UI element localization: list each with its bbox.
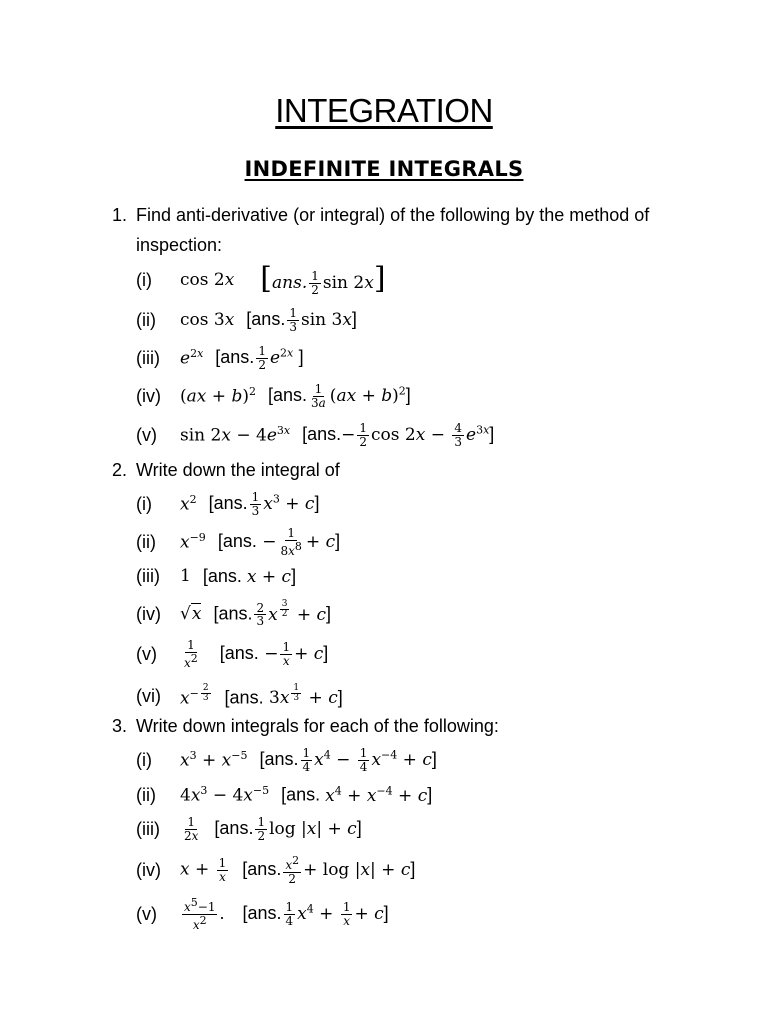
item-label: (v) (136, 424, 157, 445)
problem-expression: (ax + b)$^2$ (180, 385, 256, 407)
q2-item-5 (136, 636, 328, 672)
problem-expression: $x^3 + x^{-5}$ (180, 749, 248, 771)
problem-expression: cos 2x (180, 270, 235, 290)
answer: [ans. $\frac{2}{3}$ x $^{\frac{3}{2}}$ + c] (213, 599, 332, 629)
answer: [ans. − $\frac{1}{8x^8}$ + c] (217, 525, 341, 558)
item-label: (i) (136, 493, 152, 514)
q1-item-4 (136, 378, 411, 414)
q3-item-4 (136, 852, 415, 888)
q3-item-5 (136, 896, 389, 932)
problem-expression: $\sin 2x - 4e^{3x}$ (180, 424, 291, 446)
item-label: (ii) (136, 309, 156, 330)
q1-item-2 (136, 302, 357, 338)
item-label: (i) (136, 269, 152, 290)
answer: [ans. $\frac{1}{2}$ $e^{2x}$ ] (215, 343, 304, 372)
problem-expression: cos 3x (180, 310, 235, 330)
q3-item-3 (136, 811, 362, 847)
problem-expression: $\frac{x^5-1}{x^2}$ . (184, 895, 225, 932)
answer: [ans. $\frac{1}{2}$ sin 2x] (260, 260, 386, 297)
item-label: (iii) (136, 818, 160, 839)
item-label: (vi) (136, 685, 161, 706)
question-text: Write down the integral of (136, 460, 340, 480)
item-label: (iii) (136, 347, 160, 368)
problem-expression: $e^{2x}$ (180, 347, 204, 369)
answer: [ans. $\frac{1}{2}$ log |x| + c] (214, 814, 362, 843)
q3-item-1 (136, 742, 437, 778)
item-label: (iii) (136, 565, 160, 586)
problem-expression: $x^{- \frac{2}{3}}$ (180, 682, 209, 709)
problem-expression: $x^2$ (180, 493, 197, 515)
answer: [ans. 3x $^{\frac{1}{3}}$ + c] (224, 682, 343, 709)
q2-item-4 (136, 596, 331, 632)
item-label: (v) (136, 903, 157, 924)
answer: [ans.− $\frac{1}{2}$ cos 2x − $\frac{4}{3}$ $e^{3x}$] (302, 420, 495, 449)
item-label: (i) (136, 749, 152, 770)
problem-expression: $x^{-9}$ (180, 531, 206, 553)
q2-item-6 (136, 678, 343, 714)
q2-item-2 (136, 524, 340, 560)
problem-expression: x + $\frac{1}{x}$ (180, 855, 227, 884)
item-label: (ii) (136, 784, 156, 805)
item-label: (iv) (136, 603, 161, 624)
question-text: Find anti-derivative (or integral) of the following by the method of inspection: (136, 205, 650, 255)
item-label: (iv) (136, 859, 161, 880)
q2-item-1 (136, 486, 319, 522)
question-text: Write down integrals for each of the following: (136, 716, 499, 736)
answer: [ans. − $\frac{1}{x}$ + c] (219, 639, 329, 668)
answer: [ans. $\frac{1}{3a}$ (ax + b)$^2$] (267, 381, 411, 410)
problem-expression: $\frac{1}{x^2}$ (184, 637, 198, 670)
answer: [ans. $\frac{1}{4}$ $x^4$ − $\frac{1}{4}$ $x^{-4} + c$] (259, 745, 437, 774)
answer: [ans. $\frac{1}{4}$ $x^4$ + $\frac{1}{x}$ + c] (242, 899, 389, 928)
problem-expression: $\frac{1}{2x}$ (184, 814, 199, 843)
q2-item-3 (136, 558, 296, 594)
q1-item-3 (136, 340, 304, 376)
problem-expression: $4x^3 - 4x^{-5}$ (180, 784, 270, 806)
question-number: 3. (112, 716, 128, 736)
question-number: 1. (112, 205, 128, 225)
problem-expression: √x (180, 604, 202, 624)
answer: [ans. $\frac{1}{3}$ sin 3x] (246, 305, 357, 334)
section-subtitle: INDEFINITE INTEGRALS (244, 157, 524, 181)
answer: [ans. x + c] (202, 565, 297, 587)
q1-item-5 (136, 417, 494, 453)
page-title: INTEGRATION (275, 92, 493, 129)
answer: [ans. $x^4 + x^{-4} + c$] (281, 784, 433, 806)
q1-item-1 (136, 262, 386, 298)
item-label: (ii) (136, 531, 156, 552)
question-number: 2. (112, 460, 128, 480)
answer: [ans. $\frac{x^2}{2}$ + log |x| + c] (242, 853, 416, 886)
item-label: (iv) (136, 385, 161, 406)
question-3 (112, 711, 696, 741)
question-1 (112, 200, 696, 260)
problem-expression: 1 (180, 566, 191, 586)
answer: [ans. $\frac{1}{3}$ $x^3 + c$] (208, 489, 320, 518)
question-2 (112, 455, 696, 485)
item-label: (v) (136, 643, 157, 664)
q3-item-2 (136, 777, 432, 813)
